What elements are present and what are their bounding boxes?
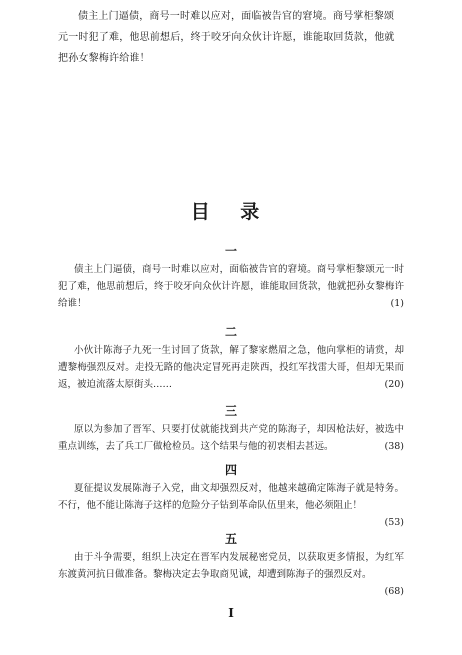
chapter-summary-block (58, 480, 404, 514)
chapter-page-number: (53) (384, 517, 404, 528)
previous-page-paragraph: 债主上门逼债，商号一时难以应对，面临被告官的窘境。商号掌柜黎颂元一时犯了难，他思前想后，终于咬牙向众伙计许愿，谁能取回货款，他就把孙女黎梅许给谁！ (58, 11, 395, 64)
previous-page-text (58, 6, 403, 69)
toc-title: 目 录 (190, 201, 272, 223)
chapter-summary-block (58, 261, 404, 312)
chapter-summary: 由于斗争需要，组织上决定在晋军内发展秘密党员，以获取更多情报，为红军东渡黄河抗日做准备。黎梅决定去争取商见诚，却遭到陈海子的强烈反对。 (58, 552, 404, 580)
chapter-page-number: (68) (384, 586, 404, 597)
chapter-summary: 原以为参加了晋军、只要打仗就能找到共产党的陈海子，却因枪法好，被选中重点训练，去了兵工厂做枪检员。这个结果与他的初衷相去甚远。 (58, 424, 404, 452)
chapter-number: 四 (224, 463, 237, 477)
chapter-number: 五 (224, 532, 237, 546)
chapter-summary: 小伙计陈海子九死一生讨回了货款，解了黎家燃眉之急，他向掌柜的请赏，却遭黎梅强烈反对。走投无路的他决定冒死再走陕西，投红军找雷大哥，但却无果而返，被迫流落太原街头…… (58, 345, 404, 390)
chapter-summary: 夏征提议发展陈海子入党，曲文却强烈反对，他越来越确定陈海子就是特务。不行，他不能让陈海子这样的危险分子钻到革命队伍里来，他必须阻止！ (58, 483, 404, 511)
chapter-summary: 债主上门逼债，商号一时难以应对，面临被告官的窘境。商号掌柜黎颂元一时犯了难，他思前想后，终于咬牙向众伙计许愿，谁能取回货款，他就把孙女黎梅许给谁！ (58, 264, 404, 309)
chapter-summary-block (58, 549, 404, 583)
chapter-page-number: (1) (390, 298, 404, 309)
chapter-summary-block (58, 421, 404, 455)
chapter-number: 三 (224, 404, 237, 418)
toc-entry (58, 404, 404, 455)
chapter-summary-block (58, 342, 404, 393)
page-number: I (228, 606, 234, 620)
chapter-page-number: (38) (384, 441, 404, 452)
toc-entry (58, 463, 404, 531)
chapter-page-number: (20) (384, 379, 404, 390)
chapter-number: 二 (224, 325, 237, 339)
toc-entry (58, 244, 404, 312)
chapter-number: 一 (224, 244, 237, 258)
toc-entry (58, 325, 404, 393)
toc-entry (58, 532, 404, 600)
